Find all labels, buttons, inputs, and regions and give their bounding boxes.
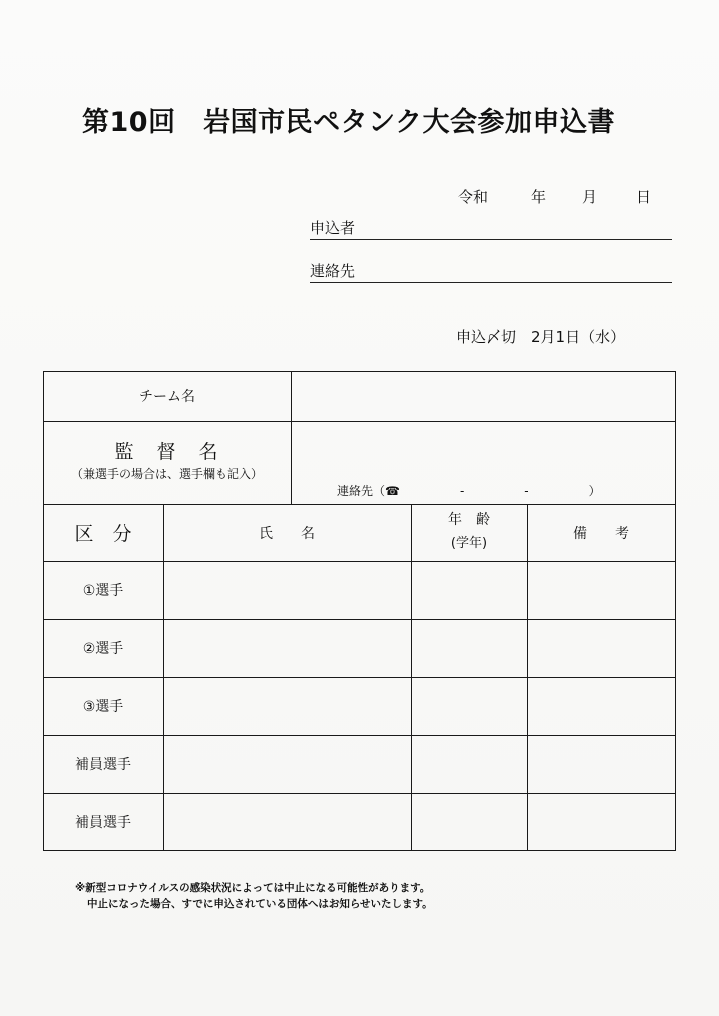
notes (75, 880, 433, 912)
date-era: 令和 (458, 188, 489, 206)
header-category: 区 分 (74, 523, 132, 545)
row-label-player-3: ③選手 (82, 699, 124, 715)
note-line-1: ※新型コロナウイルスの感染状況によっては中止になる可能性があります。 (75, 882, 431, 894)
form-title: 第10回 岩国市民ペタンク大会参加申込書 (82, 107, 616, 138)
header-name: 氏 名 (259, 525, 315, 542)
row-label-player-1: ①選手 (82, 583, 124, 599)
entry-table (43, 371, 676, 851)
contact-field[interactable] (310, 262, 672, 283)
director-name-input[interactable] (291, 421, 675, 481)
contact-label: 連絡先 (310, 262, 356, 280)
date-month: 月 (582, 188, 598, 206)
date-day: 日 (636, 188, 652, 206)
row-label-reserve-2: 補員選手 (75, 814, 131, 831)
row-label-reserve-1: 補員選手 (75, 757, 131, 773)
team-name-input[interactable] (291, 371, 675, 421)
director-contact: 連絡先（☎ - - ） (337, 483, 601, 498)
team-name-label: チーム名 (139, 389, 195, 405)
director-note: （兼選手の場合は、選手欄も記入） (70, 466, 263, 481)
header-age: 年 齢 (448, 512, 490, 528)
header-grade: (学年) (450, 535, 488, 551)
director-label: 監 督 名 (114, 440, 220, 463)
header-remarks: 備 考 (573, 525, 629, 542)
applicant-label: 申込者 (310, 219, 356, 237)
date-year: 年 (531, 188, 547, 206)
row-label-player-2: ②選手 (82, 641, 124, 657)
deadline-text: 申込〆切 2月1日（水） (456, 328, 626, 346)
applicant-field[interactable] (310, 219, 672, 240)
note-line-2: 中止になった場合、すでに申込されている団体へはお知らせいたします。 (87, 898, 433, 910)
